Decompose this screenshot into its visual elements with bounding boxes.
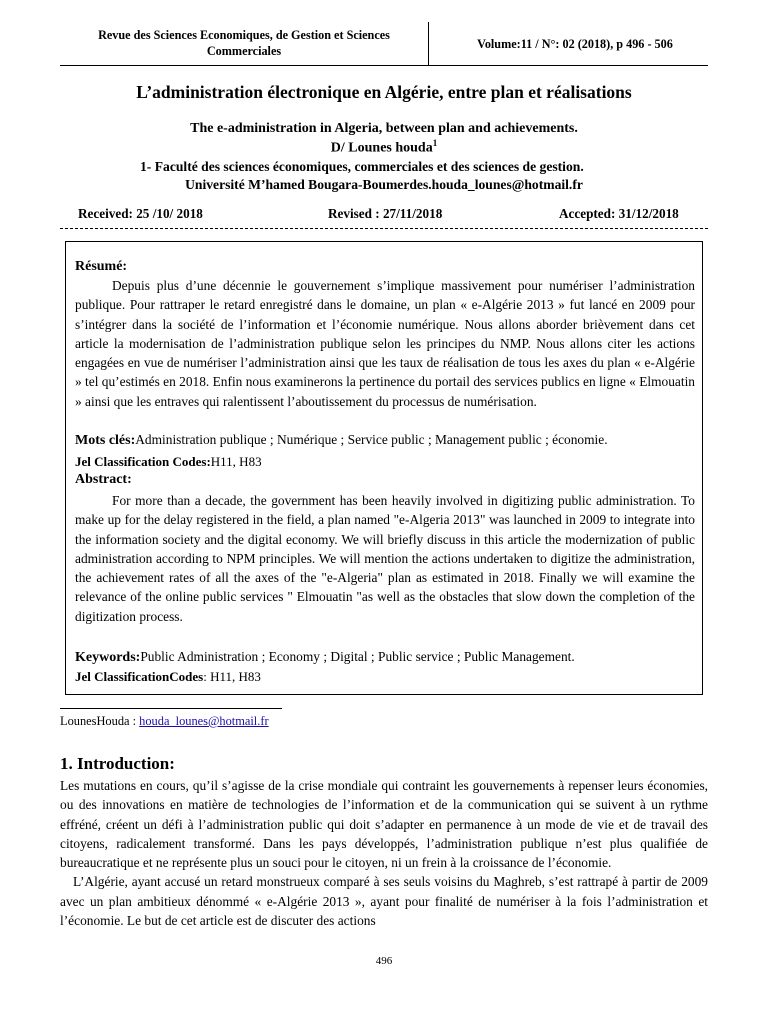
author-name: [0, 138, 768, 157]
introduction-paragraph-2: L’Algérie, ayant accusé un retard monstrueux comparé à ses seuls voisins du Maghreb, s’est rattrapé à partir de 2009 avec un plan ambitieux dénommé « e-Algérie 2013 », ayant pour finalité de numériser à la fois l’administration et l’économie. Le but de cet article est de discuter des actions: [60, 874, 708, 929]
footnote-author: LounesHouda :: [60, 714, 140, 728]
article-title-french: L’administration électronique en Algérie, entre plan et réalisations: [136, 82, 632, 102]
resume-jel-codes: [75, 454, 262, 470]
author-footnote-marker: 1: [432, 138, 438, 148]
header-rule: [60, 65, 708, 66]
abstract-keywords: [75, 649, 575, 666]
jel-label-fr: Jel Classification Codes:: [75, 454, 211, 469]
affiliation-university: Université M’hamed Bougara-Boumerdes.houda_lounes@hotmail.fr: [185, 177, 583, 192]
journal-name: Revue des Sciences Economiques, de Gestion et Sciences Commerciales: [98, 28, 390, 58]
abstract-jel-codes: [75, 669, 261, 685]
keywords-fr: Administration publique ; Numérique ; Service public ; Management public ; économie.: [135, 432, 608, 447]
jel-label-en: Jel ClassificationCodes: [75, 669, 204, 684]
resume-heading: Résumé:: [75, 259, 128, 274]
keywords-label-fr: Mots clés:: [75, 433, 136, 448]
keywords-label-en: Keywords:: [75, 650, 141, 665]
abstract-text: For more than a decade, the government has been heavily involved in digitizing public administration. To make up for the delay registered in the field, a plan named "e-Algeria 2013" was launched in 2009 to integrate into the information society and the digital economy. We will briefly discuss in this article the modernization of public administration according to NPM principles. We will mention the actions undertaken to digitize the administration, the achievement rates of all the axes of the "e-Algeria" plan as estimated in 2018. Finally we will examine the relevance of the online public services " Elmouatin "as well as the obstacles that slow down the completion of the digitization process.: [75, 493, 695, 624]
page-number: 496: [375, 955, 393, 967]
footnote: [60, 714, 269, 729]
footnote-email-link[interactable]: houda_lounes@hotmail.fr: [139, 714, 269, 728]
jel-codes-en: : H11, H83: [203, 669, 261, 684]
accepted-date: Accepted: 31/12/2018: [559, 206, 679, 221]
affiliation-faculty: 1- Faculté des sciences économiques, commerciales et des sciences de gestion.: [140, 159, 584, 174]
received-date: Received: 25 /10/ 2018: [78, 206, 203, 221]
volume-info: Volume:11 / N°: 02 (2018), p 496 - 506: [477, 37, 673, 51]
introduction-heading: 1. Introduction:: [60, 754, 175, 773]
keywords-en: Public Administration ; Economy ; Digital ; Public service ; Public Management.: [140, 649, 575, 664]
header-divider: [428, 22, 429, 66]
resume-keywords: [75, 432, 608, 449]
author-name-text: D/ Lounes houda: [330, 140, 433, 156]
dates-rule: [60, 228, 708, 229]
abstract-heading: Abstract:: [75, 472, 132, 487]
introduction-body: [60, 776, 708, 930]
introduction-paragraph-1: Les mutations en cours, qu’il s’agisse de la crise mondiale qui contraint les gouvernements à repenser leurs économies, ou des innovations en matière de technologies de l’information et de la communication qui se suivent à un rythme effréné, créent un défi à l’administration public qui doit s’adapter en permanence à un mode de vie et de travail des citoyens, radicalement transformé. Dans les pays développés, l’administration publique n’est plus qualifiée de bureaucratique et ne représente plus un souci pour le citoyen, ni un frein à la croissance de l’économie.: [60, 778, 708, 871]
article-title-english: The e-administration in Algeria, between plan and achievements.: [190, 121, 578, 136]
abstract-paragraph: [75, 491, 695, 626]
revised-date: Revised : 27/11/2018: [328, 206, 443, 221]
resume-text: Depuis plus d’une décennie le gouvernement s’implique massivement pour numériser l’administration publique. Pour rattraper le retard enregistré dans le domaine, un plan « e-Algérie 2013 » fut lancé en 2009 pour s’intégrer dans la société de l’information et l’économie numérique. Nous allons aborder brièvement dans cet article la modernisation de l’administration publique selon les principes du NMP. Nous allons citer les actions engagées en vue de numériser l’administration ainsi que les taux de réalisation de tous les axes du plan « e-Algérie » tel qu’estimés en 2018. Enfin nous examinerons la pertinence du portail des services publics en ligne « Elmouatin » ainsi que les entraves qui ralentissent l’aboutissement du processus de numérisation.: [75, 278, 695, 409]
resume-paragraph: [75, 276, 695, 411]
jel-codes-fr: H11, H83: [210, 454, 262, 469]
footnote-rule: [60, 708, 282, 709]
